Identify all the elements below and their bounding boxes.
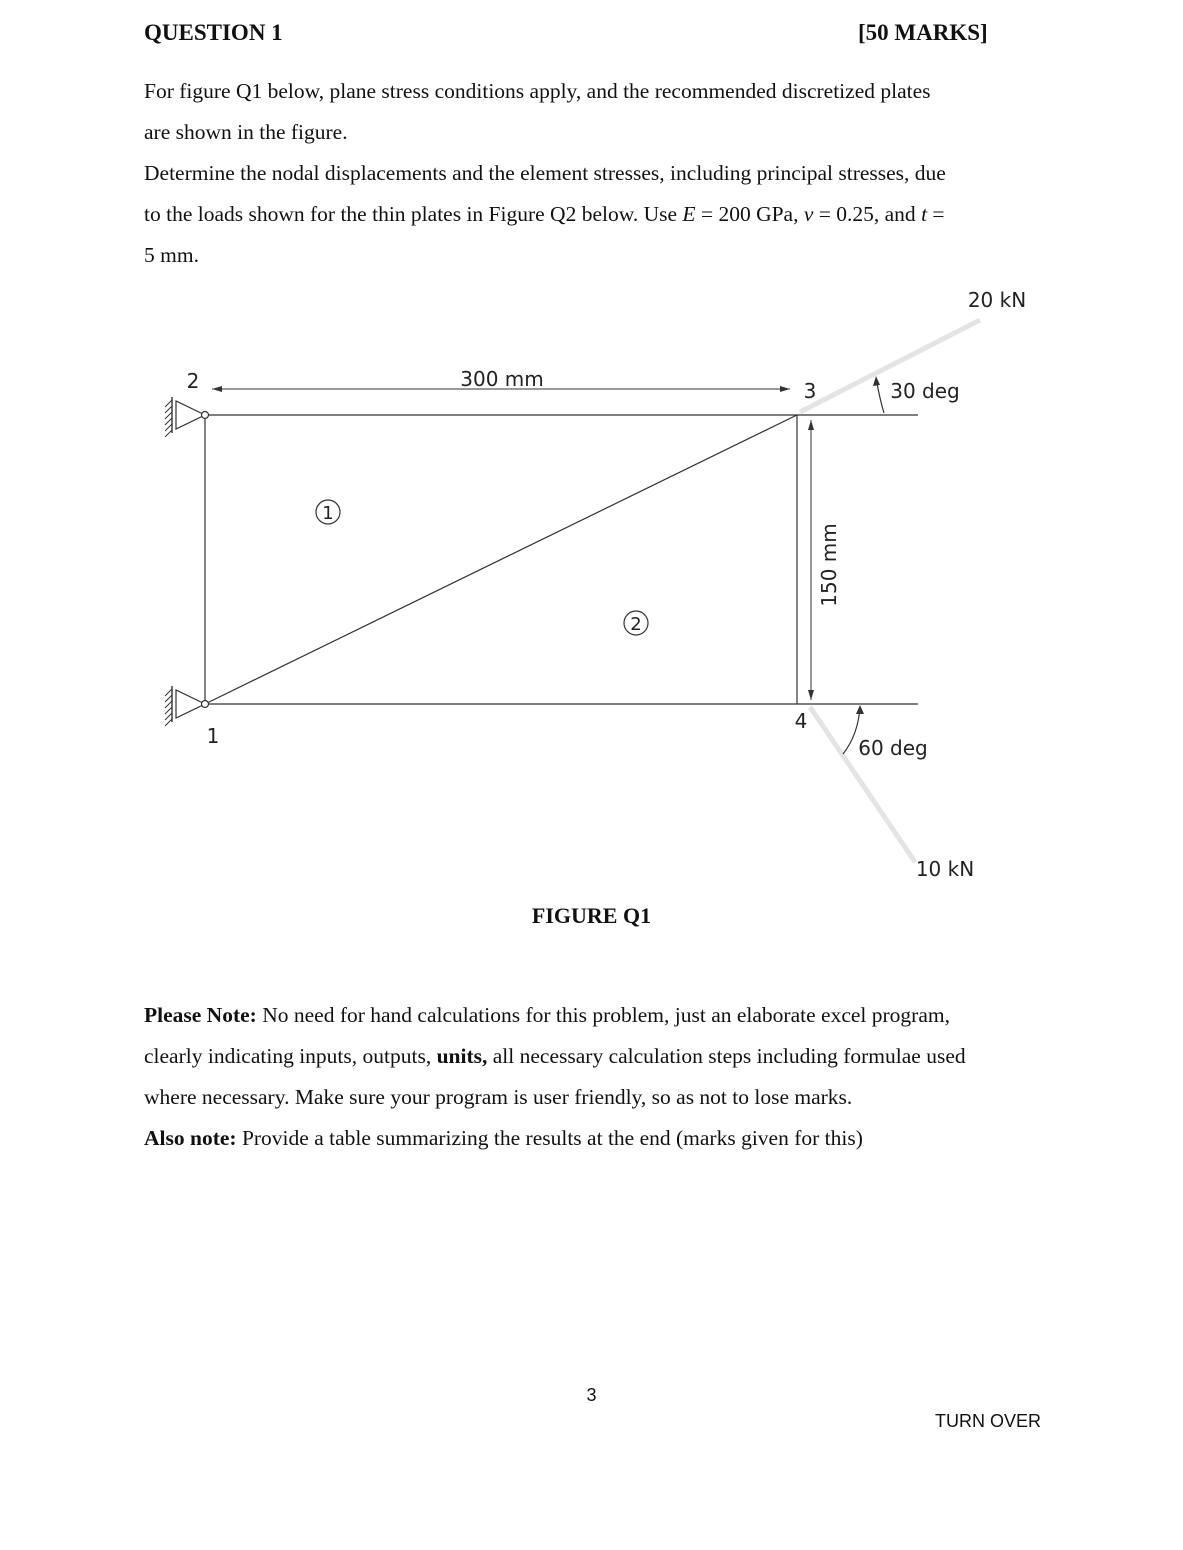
width-dimension-label: 300 mm xyxy=(460,367,544,391)
intro-line-3: Determine the nodal displacements and the element stresses, including principal stresses, due xyxy=(144,161,946,185)
dim-arrowhead-left xyxy=(212,386,222,392)
node-label-1: 1 xyxy=(206,724,220,748)
question-title: QUESTION 1 xyxy=(144,20,283,45)
figure-caption: FIGURE Q1 xyxy=(531,903,652,928)
intro-line-5: 5 mm. xyxy=(144,243,199,267)
dim-arrowhead-right xyxy=(780,386,790,392)
marks-label: [50 MARKS] xyxy=(858,20,988,45)
element-diagonal xyxy=(205,415,797,704)
note-1-text-a: No need for hand calculations for this problem, just an elaborate excel program, xyxy=(256,1003,950,1027)
node-label-2: 2 xyxy=(186,369,200,393)
notes-paragraph xyxy=(144,995,1040,1159)
load-label-top: 20 kN xyxy=(967,288,1027,312)
intro-text: to the loads shown for the thin plates in Figure Q2 below. Use xyxy=(144,202,683,226)
angle-label-bottom: 60 deg xyxy=(858,736,928,760)
note-1-label: Please Note: xyxy=(144,1003,257,1027)
note-line-4 xyxy=(144,1118,1040,1159)
height-dimension-label: 150 mm xyxy=(817,523,841,607)
pin-support-node-1 xyxy=(165,686,209,726)
page-number: 3 xyxy=(586,1385,597,1405)
load-label-bottom: 10 kN xyxy=(915,857,975,881)
note-line-2 xyxy=(144,1036,1040,1077)
pin-support-node-2 xyxy=(165,397,209,437)
node-label-3: 3 xyxy=(803,379,817,403)
t-symbol: t xyxy=(921,202,928,226)
dim-arrowhead-top xyxy=(808,420,814,430)
nu-value: = 0.25, and xyxy=(813,202,922,226)
note-1-text-b: clearly indicating inputs, outputs, xyxy=(144,1044,437,1068)
element-label-2: 2 xyxy=(630,614,642,635)
turn-over-label: TURN OVER xyxy=(935,1411,1042,1431)
angle-label-top: 30 deg xyxy=(890,379,960,403)
intro-line-1: For figure Q1 below, plane stress conditions apply, and the recommended discretized plates xyxy=(144,79,931,103)
load-arrow-bottom xyxy=(810,707,915,862)
note-2-text: Provide a table summarizing the results at the end (marks given for this) xyxy=(236,1126,863,1150)
dim-arrowhead-bottom xyxy=(808,690,814,700)
angle-arc-bottom-arrowhead xyxy=(856,705,864,714)
note-line-3: where necessary. Make sure your program is user friendly, so as not to lose marks. xyxy=(144,1085,853,1109)
t-value: = xyxy=(927,202,945,226)
note-line-1 xyxy=(144,995,1040,1036)
E-value: = 200 GPa, xyxy=(695,202,804,226)
element-label-1: 1 xyxy=(322,503,334,524)
E-symbol: E xyxy=(682,202,696,226)
nu-symbol: ν xyxy=(803,202,814,226)
intro-line-2: are shown in the figure. xyxy=(144,120,348,144)
angle-arc-top-arrowhead xyxy=(873,376,880,386)
note-1-units: units, xyxy=(436,1044,488,1068)
note-2-label: Also note: xyxy=(144,1126,237,1150)
note-1-text-c: all necessary calculation steps including formulae used xyxy=(487,1044,966,1068)
node-label-4: 4 xyxy=(794,709,808,733)
